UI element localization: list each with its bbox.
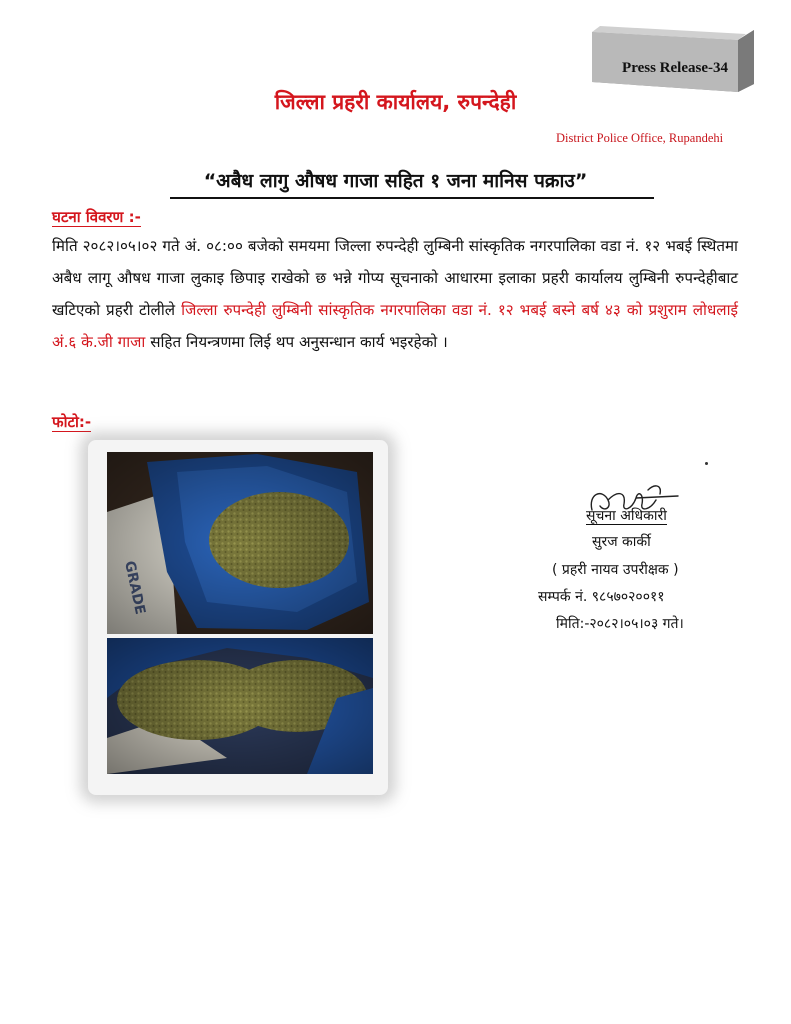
incident-text-highlight: जिल्ला रुपन्देही लुम्बिनी सांस्कृतिक नगरपालिका वडा नं. १२ भबई बस्ने बर्ष ४३ को प्रशुराम लोधलाई अं.६ के.जी गाजा	[52, 301, 738, 351]
signatory-role: सूचना अधिकारी	[586, 508, 667, 524]
bottom-photo	[107, 638, 373, 774]
evidence-photo	[107, 452, 373, 774]
photo-section-label: फोटो:-	[52, 413, 92, 431]
incident-section-label: घटना विवरण :-	[52, 208, 141, 226]
office-title-english: District Police Office, Rupandehi	[556, 131, 724, 145]
signatory-contact: सम्पर्क नं. ९८५७०२००११	[538, 589, 665, 605]
release-date: मिति:-२०८२।०५।०३ गते।	[556, 616, 684, 632]
top-photo	[107, 452, 373, 634]
incident-text-part1: मिति २०८२।०५।०२ गते अं. ०८:०० बजेको समयमा जिल्ला रुपन्देही लुम्बिनी सांस्कृतिक नगरपालिका वडा नं. १२ भबई स्थितमा अबैध लागू औषध गाजा लुकाइ छिपाइ राखेको छ भन्ने गोप्य सूचनाको आधारमा इलाका प्रहरी कार्यालय लुम्बिनी रुपन्देहीबाट खटिएको प्रहरी टोलीले	[52, 237, 738, 319]
office-title-nepali: जिल्ला प्रहरी कार्यालय, रुपन्देही	[274, 90, 517, 114]
signatory-name: सुरज कार्की	[592, 534, 651, 550]
dot-mark	[705, 462, 708, 465]
signatory-rank: ( प्रहरी नायव उपरीक्षक )	[552, 562, 679, 578]
press-release-label: Press Release-34	[622, 60, 728, 76]
headline: “अबैध लागु औषध गाजा सहित १ जना मानिस पक्राउ”	[203, 170, 588, 192]
incident-text-part2: सहित नियन्त्रणमा लिई थप अनुसन्धान कार्य भइरहेको ।	[145, 333, 448, 351]
headline-underline	[170, 197, 654, 199]
incident-description	[52, 230, 738, 358]
